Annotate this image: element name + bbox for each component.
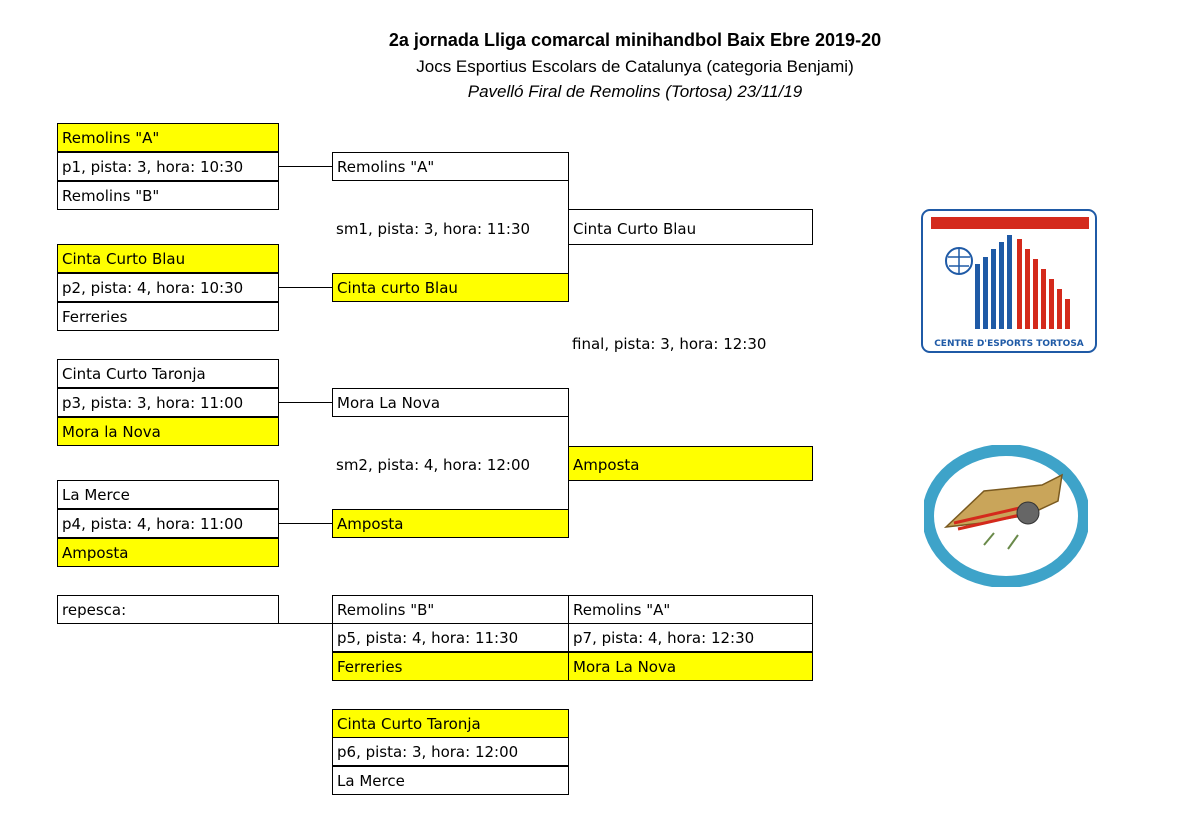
final-match-info: final, pista: 3, hora: 12:30 (572, 335, 767, 353)
final-team-bottom: Amposta (568, 446, 813, 481)
connector-line (279, 402, 332, 403)
p7-match-info: p7, pista: 4, hora: 12:30 (568, 623, 813, 652)
page-title: 2a jornada Lliga comarcal minihandbol Baix Ebre 2019-20 (388, 30, 882, 50)
connector-line (279, 166, 332, 167)
p4-match-info: p4, pista: 4, hora: 11:00 (57, 509, 279, 538)
p5-match-info: p5, pista: 4, hora: 11:30 (332, 623, 569, 652)
p7-team-bottom: Mora La Nova (568, 652, 813, 681)
connector-line (279, 623, 332, 624)
sm1-match-info: sm1, pista: 3, hora: 11:30 (336, 220, 531, 238)
p6-team-top: Cinta Curto Taronja (332, 709, 569, 738)
p2-team-bottom: Ferreries (57, 302, 279, 331)
p1-match-info: p1, pista: 3, hora: 10:30 (57, 152, 279, 181)
p1-team-top: Remolins "A" (57, 123, 279, 152)
p5-team-top: Remolins "B" (332, 595, 569, 624)
p2-match-info: p2, pista: 4, hora: 10:30 (57, 273, 279, 302)
p3-team-top: Cinta Curto Taronja (57, 359, 279, 388)
sm1-team-bottom: Cinta curto Blau (332, 273, 569, 302)
p6-match-info: p6, pista: 3, hora: 12:00 (332, 737, 569, 766)
p3-match-info: p3, pista: 3, hora: 11:00 (57, 388, 279, 417)
p4-team-bottom: Amposta (57, 538, 279, 567)
repesca-label: repesca: (57, 595, 279, 624)
sm2-match-info: sm2, pista: 4, hora: 12:00 (336, 456, 531, 474)
p6-team-bottom: La Merce (332, 766, 569, 795)
venue-date: Pavelló Firal de Remolins (Tortosa) 23/11/19 (467, 82, 803, 101)
p7-team-top: Remolins "A" (568, 595, 813, 624)
ce-tortosa-logo (921, 209, 1097, 353)
page-subtitle: Jocs Esportius Escolars de Catalunya (categoria Benjami) (416, 57, 854, 76)
ce-tortosa-logo-text: CENTRE D'ESPORTS TORTOSA (934, 339, 1084, 349)
sm2-team-bottom: Amposta (332, 509, 569, 538)
p1-team-bottom: Remolins "B" (57, 181, 279, 210)
p2-team-top: Cinta Curto Blau (57, 244, 279, 273)
connector-line (279, 287, 332, 288)
sm2-team-top: Mora La Nova (332, 388, 569, 417)
consell-esportiu-logo (924, 445, 1088, 587)
final-team-top: Cinta Curto Blau (568, 209, 813, 245)
connector-line (279, 523, 332, 524)
p5-team-bottom: Ferreries (332, 652, 569, 681)
sm1-team-top: Remolins "A" (332, 152, 569, 181)
p3-team-bottom: Mora la Nova (57, 417, 279, 446)
p4-team-top: La Merce (57, 480, 279, 509)
